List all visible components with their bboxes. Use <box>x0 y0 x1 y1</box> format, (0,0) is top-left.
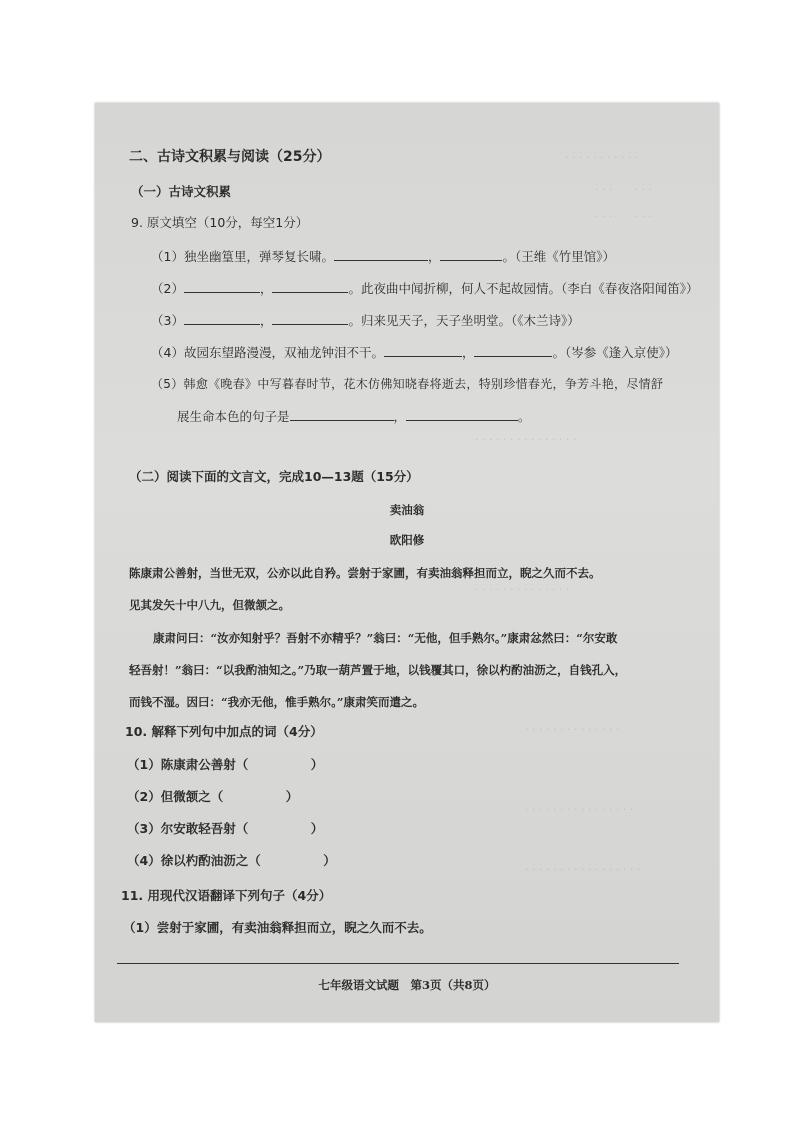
q10-title: 10. 解释下列句中加点的词（4分） <box>125 724 323 739</box>
q9-item-5-line-2 <box>177 408 531 425</box>
q9-item-text: （4）故园东望路漫漫，双袖龙钟泪不干。 <box>151 345 384 360</box>
bleed-through-marks: · · · · · · <box>595 183 652 196</box>
q9-item-1 <box>151 248 615 265</box>
bleed-through-marks: · · · · · · · · · · · · · · <box>525 723 620 736</box>
article-paragraph-line: 见其发矢十中八九，但微颔之。 <box>129 598 290 612</box>
bleed-through-marks: · · · · · · · · · · · · · · · <box>475 433 577 446</box>
article-paragraph-line: 而钱不湿。因曰：“我亦无他，惟手熟尔。”康肃笑而遣之。 <box>129 695 424 709</box>
q9-item-separator: ， <box>259 313 273 328</box>
q9-item-text: （3） <box>151 313 184 328</box>
article-paragraph-line: 轻吾射！”翁曰：“以我酌油知之。”乃取一葫芦置于地，以钱覆其口，徐以杓酌油沥之，自钱孔入， <box>129 663 627 677</box>
page-footer: 七年级语文试题 第3页（共8页） <box>318 978 496 992</box>
part2-heading: （二）阅读下面的文言文，完成10—13题（15分） <box>129 469 419 484</box>
answer-blank[interactable] <box>384 344 462 357</box>
q9-item-2 <box>151 280 698 297</box>
q11-title: 11. 用现代汉语翻译下列句子（4分） <box>121 888 332 903</box>
answer-blank[interactable] <box>290 408 394 421</box>
q10-item-4: （4）徐以杓酌油沥之（ ） <box>127 853 336 868</box>
q10-item-2: （2）但微颔之（ ） <box>127 789 299 804</box>
answer-blank[interactable] <box>272 280 348 293</box>
q10-item-1: （1）陈康肃公善射（ ） <box>127 757 324 772</box>
q9-item-source: 。（岑参《逢入京使》） <box>552 345 678 360</box>
q9-item-text: （1）独坐幽篁里，弹琴复长啸。 <box>151 249 334 264</box>
article-author: 欧阳修 <box>389 533 425 547</box>
bleed-through-marks: · · · · · · <box>595 210 652 223</box>
q9-item-separator: ， <box>259 281 273 296</box>
section-title: 二、古诗文积累与阅读（25分） <box>129 149 331 165</box>
q9-item-text: 展生命本色的句子是 <box>177 409 290 424</box>
article-paragraph-line: 陈康肃公善射，当世无双，公亦以此自矜。尝射于家圃，有卖油翁释担而立，睨之久而不去。 <box>129 566 601 580</box>
q11-item-1: （1）尝射于家圃，有卖油翁释担而立，睨之久而不去。 <box>123 920 432 935</box>
q10-item-3: （3）尔安敢轻吾射（ ） <box>127 821 324 836</box>
article-paragraph-line: 康肃问曰：“汝亦知射乎？吾射不亦精乎？”翁曰：“无他，但手熟尔。”康肃忿然曰：“尔安敢 <box>153 631 618 645</box>
q9-item-separator: ， <box>393 409 407 424</box>
answer-blank[interactable] <box>474 344 552 357</box>
answer-blank[interactable] <box>334 248 428 261</box>
q9-item-separator: ， <box>461 345 475 360</box>
q9-item-end: 。 <box>518 409 531 424</box>
q9-item-source: 。（王维《竹里馆》） <box>502 249 615 264</box>
bleed-through-marks: · · · · · · · · · · · <box>565 151 639 164</box>
q9-item-4 <box>151 344 678 361</box>
article-title: 卖油翁 <box>389 503 425 517</box>
answer-blank[interactable] <box>440 248 502 261</box>
q9-item-3 <box>151 312 580 329</box>
q9-item-text: （2） <box>151 281 184 296</box>
q9-title: 9. 原文填空（10分，每空1分） <box>131 215 309 230</box>
q9-item-separator: ， <box>427 249 441 264</box>
answer-blank[interactable] <box>272 312 348 325</box>
bleed-through-marks: · · · · · · · · · · · · · · <box>475 583 570 596</box>
q9-item-5-line-1: （5）韩愈《晚春》中写暮春时节，花木仿佛知晓春将逝去，特别珍惜春光，争芳斗艳，尽情舒 <box>151 377 664 391</box>
answer-blank[interactable] <box>184 280 260 293</box>
answer-blank[interactable] <box>406 408 518 421</box>
answer-blank[interactable] <box>184 312 260 325</box>
bleed-through-marks: · · · · · · · · · · · · · · · · <box>525 803 634 816</box>
footer-rule <box>117 963 679 964</box>
exam-sheet <box>95 103 719 1022</box>
bleed-through-marks: · · · · · · · · · · · · · · · · · <box>525 863 641 876</box>
q9-item-source: 。归来见天子，天子坐明堂。（《木兰诗》） <box>348 313 580 328</box>
q9-item-source: 。此夜曲中闻折柳，何人不起故园情。（李白《春夜洛阳闻笛》） <box>348 281 699 296</box>
part1-heading: （一）古诗文积累 <box>131 184 232 199</box>
